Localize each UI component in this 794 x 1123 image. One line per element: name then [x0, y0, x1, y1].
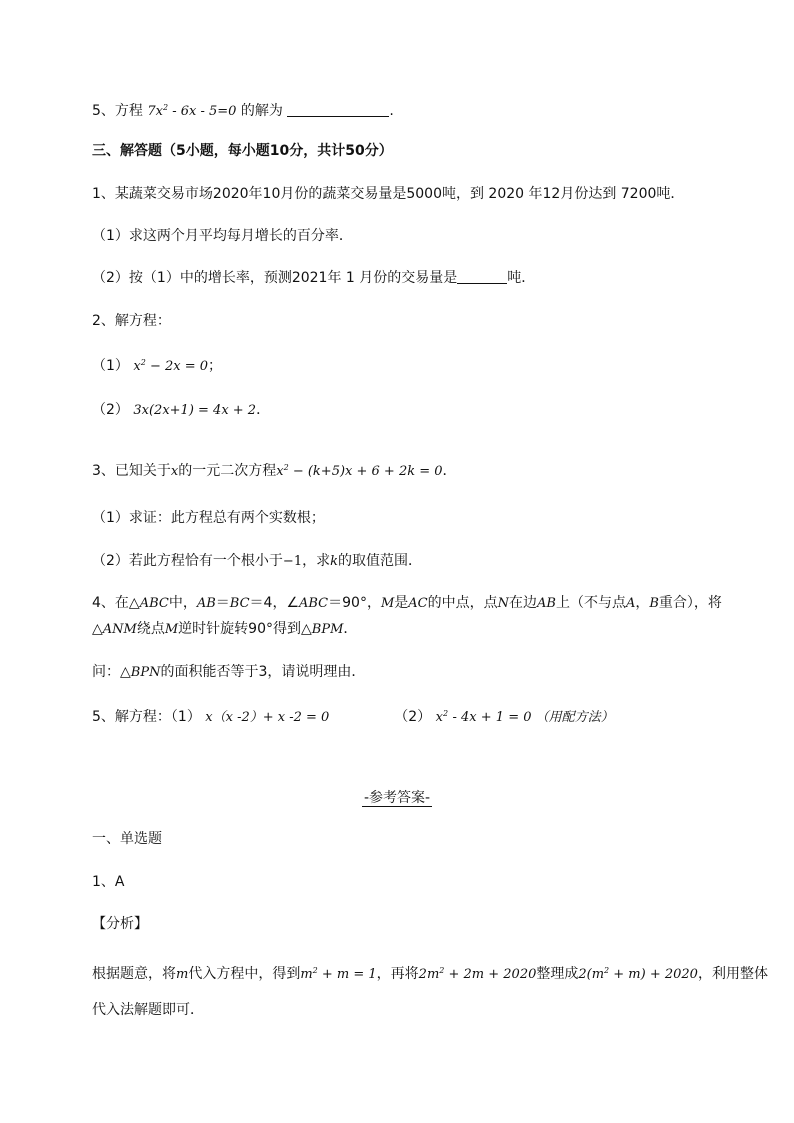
problem-2-part-1: （1） $x^2 - 2x = 0$； [92, 358, 223, 374]
problem-1-stem: 1、某蔬菜交易市场2020年10月份的蔬菜交易量是5000吨，到 2020 年12月份达到 7200吨． [92, 186, 685, 202]
problem-3-stem: 3、已知关于x的一元二次方程$x^2 - (k+5)x + 6 + 2k = 0$． [92, 463, 457, 479]
problem-4-line-3: 问：△BPN的面积能否等于3，请说明理由． [92, 664, 366, 680]
problem-3-part-1: （1）求证：此方程总有两个实数根； [92, 510, 325, 526]
q5-equation: $7x^2 - 6x - 5=0$ [147, 103, 237, 119]
problem-2-part-2: （2） 3x(2x+1) = 4x + 2． [92, 402, 271, 418]
equation: $x^2 - 2x = 0$ [133, 358, 209, 374]
answers-title: -参考答案- [363, 790, 431, 806]
problem-4-line-2: △ANM绕点M逆时针旋转90°得到△BPM． [92, 621, 358, 637]
variable: k [330, 554, 338, 569]
problem-1-part-2: （2）按（1）中的增长率，预测2021年 1 月份的交易量是 吨． [92, 270, 536, 286]
equation: $m^2 + m = 1$ [300, 966, 377, 982]
equation: 3x(2x+1) = 4x + 2 [133, 403, 257, 418]
equation: $x^2$ [435, 709, 449, 725]
analysis-label: 【分析】 [92, 916, 148, 932]
expression: $2m^2 + 2m + 2020$ [418, 966, 537, 982]
problem-5: 5、解方程：（1） x（x -2）+ x -2 = 0 （2） $x^2 - 4x + 1 = 0$ （用配方法） [92, 709, 614, 725]
answer-1: 1、A [92, 874, 125, 890]
answers-section-1: 一、单选题 [92, 831, 162, 847]
variable: m [176, 967, 189, 982]
problem-1-part-1: （1）求这两个月平均每月增长的百分率． [92, 228, 353, 244]
answer-blank[interactable] [287, 102, 389, 117]
section-heading: 三、解答题（5小题，每小题10分，共计50分） [92, 143, 393, 159]
equation: $x^2 - (k+5)x + 6 + 2k = 0$ [276, 463, 443, 479]
problem-3-part-2: （2）若此方程恰有一个根小于−1，求k的取值范围． [92, 553, 422, 569]
analysis-text-line-2: 代入法解题即可． [92, 1002, 204, 1018]
problem-4-line-1: 4、在△ABC中，AB＝BC＝4，∠ABC＝90°，M是AC的中点，点N在边AB上（不与点A，B重合），将 [92, 595, 722, 611]
value: −1 [282, 554, 303, 569]
answer-blank[interactable] [457, 269, 507, 284]
variable: x [170, 464, 179, 479]
problem-2-stem: 2、解方程： [92, 313, 171, 329]
analysis-text-line-1: 根据题意，将m代入方程中，得到$m^2 + m = 1$，再将$2m^2 + 2m + 2020$整理成$2(m^2 + m) + 2020$，利用整体 [92, 966, 768, 982]
q5-fill-line: 5、方程 $7x^2 - 6x - 5=0$ 的解为 . [92, 103, 394, 119]
expression: $2(m^2 + m) + 2020$ [578, 966, 698, 982]
